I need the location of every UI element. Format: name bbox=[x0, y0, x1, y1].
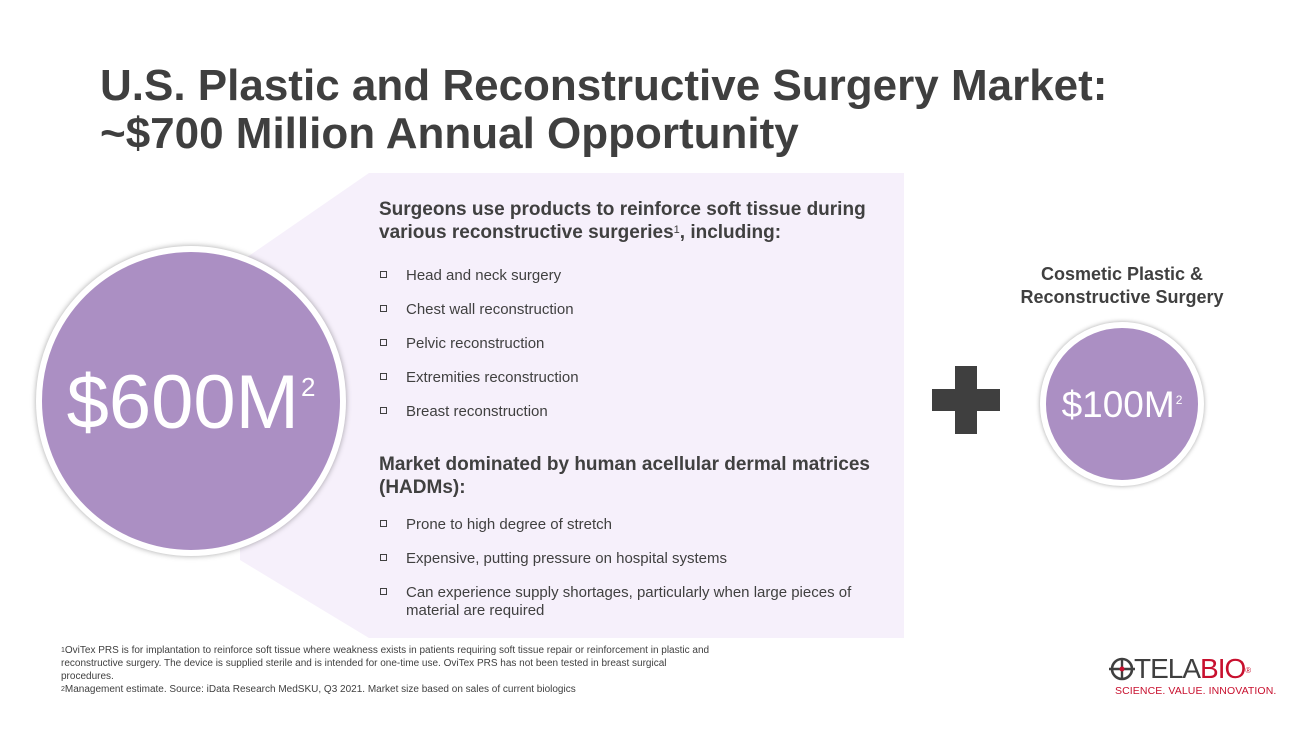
footnote-1 bbox=[61, 644, 711, 683]
plus-icon bbox=[932, 366, 1000, 434]
footnotes bbox=[61, 644, 711, 696]
list-item-text: Chest wall reconstruction bbox=[406, 301, 574, 318]
registered-mark: ® bbox=[1245, 666, 1251, 675]
surgeries-heading-footnote-ref: 1 bbox=[673, 224, 680, 236]
market-details bbox=[379, 198, 889, 636]
list-item bbox=[379, 301, 889, 319]
list-item bbox=[379, 550, 889, 568]
footnote-2 bbox=[61, 683, 711, 696]
main-market-circle bbox=[36, 246, 346, 556]
list-item-text: Expensive, putting pressure on hospital systems bbox=[406, 550, 727, 567]
page-title bbox=[100, 62, 1250, 158]
footnote-1-text: OviTex PRS is for implantation to reinforce soft tissue where weakness exists in patients requiring soft tissue repair or reinforcement in plastic and reconstructive surgery. The device is supplied sterile and is intended for one-time use. OviTex PRS has not been tested in breast surgical procedures. bbox=[61, 645, 710, 682]
list-item bbox=[379, 369, 889, 387]
footnote-2-number: 2 bbox=[61, 686, 65, 693]
list-item-text: Prone to high degree of stretch bbox=[406, 516, 612, 533]
square-bullet-icon bbox=[380, 407, 387, 414]
main-market-footnote-ref: 2 bbox=[300, 372, 316, 402]
cosmetic-market-footnote-ref: 2 bbox=[1175, 392, 1183, 407]
title-line-2: ~$700 Million Annual Opportunity bbox=[100, 109, 799, 158]
square-bullet-icon bbox=[380, 554, 387, 561]
telabio-logo bbox=[1108, 653, 1277, 701]
square-bullet-icon bbox=[380, 588, 387, 595]
logo-tagline: SCIENCE. VALUE. INNOVATION. bbox=[1115, 685, 1277, 697]
cosmetic-market-value bbox=[1061, 383, 1183, 425]
square-bullet-icon bbox=[380, 339, 387, 346]
list-item bbox=[379, 267, 889, 285]
cosmetic-market-circle bbox=[1040, 322, 1204, 486]
cosmetic-market-label: Cosmetic Plastic & Reconstructive Surgery bbox=[1020, 264, 1224, 307]
square-bullet-icon bbox=[380, 520, 387, 527]
footnote-1-number: 1 bbox=[61, 647, 65, 654]
list-item-text: Breast reconstruction bbox=[406, 403, 548, 420]
cosmetic-market-amount: $100M bbox=[1061, 383, 1175, 425]
surgeries-heading-suffix: , including: bbox=[679, 222, 782, 243]
title-line-1: U.S. Plastic and Reconstructive Surgery Market: bbox=[100, 61, 1108, 110]
list-item-text: Extremities reconstruction bbox=[406, 369, 579, 386]
square-bullet-icon bbox=[380, 271, 387, 278]
main-market-value bbox=[66, 360, 316, 445]
list-item-text: Can experience supply shortages, particularly when large pieces of material are required bbox=[406, 584, 852, 619]
square-bullet-icon bbox=[380, 373, 387, 380]
square-bullet-icon bbox=[380, 305, 387, 312]
logo-wordmark bbox=[1134, 654, 1250, 684]
list-item bbox=[379, 335, 889, 353]
list-item-text: Head and neck surgery bbox=[406, 267, 562, 284]
list-item bbox=[379, 403, 889, 421]
surgery-list bbox=[379, 267, 889, 421]
list-item bbox=[379, 516, 889, 534]
hadm-heading: Market dominated by human acellular dermal matrices (HADMs): bbox=[379, 454, 871, 498]
footnote-2-text: Management estimate. Source: iData Research MedSKU, Q3 2021. Market size based on sales of current biologics bbox=[64, 684, 576, 695]
list-item-text: Pelvic reconstruction bbox=[406, 335, 545, 352]
list-item bbox=[379, 584, 889, 620]
telabio-logo-icon bbox=[1108, 655, 1136, 683]
surgeries-heading bbox=[379, 198, 889, 244]
surgeries-heading-text: Surgeons use products to reinforce soft tissue during various reconstructive surgeries bbox=[379, 199, 866, 243]
logo-word-tela: TELA bbox=[1134, 653, 1201, 684]
main-market-amount: $600M bbox=[66, 360, 299, 445]
hadm-issue-list bbox=[379, 516, 889, 620]
logo-word-bio: BIO bbox=[1200, 653, 1246, 684]
